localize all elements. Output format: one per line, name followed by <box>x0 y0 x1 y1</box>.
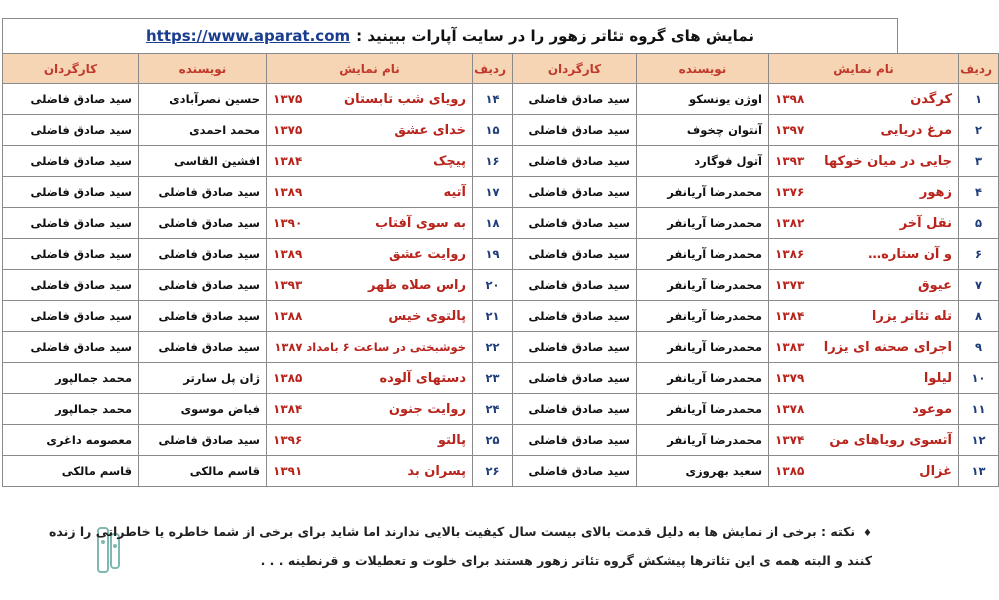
play-year: ۱۳۸۳ <box>775 339 805 354</box>
director-cell: سید صادق فاضلی <box>513 208 637 239</box>
play-title: جایی در میان خوکها <box>824 153 952 169</box>
row-number: ۱۴ <box>473 84 513 115</box>
aparat-link[interactable]: https://www.aparat.com <box>145 27 351 45</box>
row-number: ۹ <box>959 332 999 363</box>
play-cell <box>769 332 959 363</box>
play-cell <box>267 270 473 301</box>
writer-cell: سید صادق فاضلی <box>139 239 267 270</box>
play-cell <box>769 239 959 270</box>
writer-cell: سید صادق فاضلی <box>139 270 267 301</box>
play-title: روایت عشق <box>388 246 466 262</box>
play-year: ۱۳۸۸ <box>273 308 303 323</box>
play-year: ۱۳۷۵ <box>273 122 303 137</box>
col-header-writer-r: نویسنده <box>637 54 769 84</box>
row-number: ۱۲ <box>959 425 999 456</box>
play-cell <box>267 177 473 208</box>
play-cell <box>769 363 959 394</box>
director-cell: سید صادق فاضلی <box>3 239 139 270</box>
play-cell <box>267 301 473 332</box>
row-number: ۲۱ <box>473 301 513 332</box>
director-cell: سید صادق فاضلی <box>3 177 139 208</box>
title-row <box>2 18 898 53</box>
play-title: به سوی آفتاب <box>375 215 466 231</box>
row-number: ۳ <box>959 146 999 177</box>
play-cell <box>267 208 473 239</box>
play-title: آتسوی رویاهای من <box>829 432 952 448</box>
plays-table <box>2 53 999 487</box>
title-text: نمایش های گروه تئاتر زهور را در سایت آپارات ببینید : <box>356 27 755 45</box>
play-title: خدای عشق <box>394 122 466 138</box>
director-cell: سید صادق فاضلی <box>3 84 139 115</box>
play-cell <box>769 115 959 146</box>
row-number: ۱۳ <box>959 456 999 487</box>
bullet-icon: ♦ <box>863 528 872 539</box>
play-year: ۱۳۷۹ <box>775 370 805 385</box>
row-number: ۱۷ <box>473 177 513 208</box>
director-cell: سید صادق فاضلی <box>513 270 637 301</box>
play-title: آتیه <box>443 184 466 200</box>
writer-cell: محمدرضا آریانفر <box>637 270 769 301</box>
row-number: ۱۵ <box>473 115 513 146</box>
play-cell <box>267 332 473 363</box>
writer-cell: محمدرضا آریانفر <box>637 239 769 270</box>
play-title: دستهای آلوده <box>379 370 466 386</box>
footnote-line-1 <box>49 518 872 547</box>
row-number: ۲۵ <box>473 425 513 456</box>
row-number: ۱۹ <box>473 239 513 270</box>
director-cell: سید صادق فاضلی <box>3 270 139 301</box>
play-cell <box>769 146 959 177</box>
footnote <box>49 518 872 574</box>
play-year: ۱۳۸۲ <box>775 215 805 230</box>
table-row <box>3 301 999 332</box>
table-row <box>3 84 999 115</box>
writer-cell: آنتوان چخوف <box>637 115 769 146</box>
play-year: ۱۳۹۳ <box>775 153 805 168</box>
play-year: ۱۳۸۵ <box>775 463 805 478</box>
director-cell: سید صادق فاضلی <box>513 456 637 487</box>
footnote-text-1: نکته : برخی از نمایش ها به دلیل قدمت بالای بیست سال کیفیت بالایی ندارند اما شاید برای برخی از شما خاطره یا خاطراتی را زنده <box>49 524 856 539</box>
play-title: راس صلاه ظهر <box>368 277 466 293</box>
director-cell: سید صادق فاضلی <box>3 301 139 332</box>
play-year: ۱۳۹۷ <box>775 122 805 137</box>
footnote-text-2: کنند و البته همه ی این تئاترها پیشکش گروه تئاتر زهور هستند برای خلوت و تعطیلات و قرنطینه . . . <box>260 553 872 568</box>
row-number: ۸ <box>959 301 999 332</box>
play-cell <box>769 208 959 239</box>
play-cell <box>769 270 959 301</box>
director-cell: سید صادق فاضلی <box>513 84 637 115</box>
writer-cell: محمدرضا آریانفر <box>637 301 769 332</box>
director-cell: سید صادق فاضلی <box>513 394 637 425</box>
director-cell: سید صادق فاضلی <box>513 115 637 146</box>
play-title: زهور <box>919 184 952 200</box>
director-cell: سید صادق فاضلی <box>3 115 139 146</box>
play-title: مرغ دریایی <box>880 122 952 138</box>
writer-cell: سید صادق فاضلی <box>139 208 267 239</box>
play-year: ۱۳۹۰ <box>273 215 303 230</box>
row-number: ۱۸ <box>473 208 513 239</box>
play-title: موعود <box>912 401 952 417</box>
table-row <box>3 146 999 177</box>
play-title: پیچک <box>433 153 466 169</box>
table-row <box>3 363 999 394</box>
table-row <box>3 456 999 487</box>
table-row <box>3 239 999 270</box>
play-title: رویای شب تابستان <box>344 91 466 107</box>
col-header-writer-l: نویسنده <box>139 54 267 84</box>
play-title: لیلوا <box>923 370 952 386</box>
row-number: ۱۶ <box>473 146 513 177</box>
row-number: ۵ <box>959 208 999 239</box>
row-number: ۱۰ <box>959 363 999 394</box>
header-row <box>3 54 999 84</box>
row-number: ۱ <box>959 84 999 115</box>
play-title: روایت جنون <box>388 401 466 417</box>
play-year: ۱۳۷۴ <box>775 432 805 447</box>
play-title: کرگدن <box>910 91 952 107</box>
play-cell <box>267 363 473 394</box>
writer-cell: سعید بهروزی <box>637 456 769 487</box>
writer-cell: محمدرضا آریانفر <box>637 208 769 239</box>
col-header-row-r: ردیف <box>959 54 999 84</box>
writer-cell: محمدرضا آریانفر <box>637 332 769 363</box>
director-cell: سید صادق فاضلی <box>513 425 637 456</box>
row-number: ۲۶ <box>473 456 513 487</box>
writer-cell: حسین نصرآبادی <box>139 84 267 115</box>
play-title: خوشبختی در ساعت ۶ بامداد ۱۳۸۷ <box>274 340 466 354</box>
play-cell <box>769 394 959 425</box>
director-cell: سید صادق فاضلی <box>513 363 637 394</box>
writer-cell: محمدرضا آریانفر <box>637 394 769 425</box>
play-cell <box>769 84 959 115</box>
play-year: ۱۳۸۵ <box>273 370 303 385</box>
writer-cell: ژان پل سارتر <box>139 363 267 394</box>
play-year: ۱۳۸۹ <box>273 184 303 199</box>
director-cell: معصومه داغری <box>3 425 139 456</box>
writer-cell: سید صادق فاضلی <box>139 177 267 208</box>
table-row <box>3 115 999 146</box>
play-year: ۱۳۷۸ <box>775 401 805 416</box>
writer-cell: محمدرضا آریانفر <box>637 177 769 208</box>
play-cell <box>769 456 959 487</box>
director-cell: سید صادق فاضلی <box>3 208 139 239</box>
play-title: نقل آخر <box>899 215 952 231</box>
play-cell <box>769 177 959 208</box>
play-cell <box>267 84 473 115</box>
writer-cell: سید صادق فاضلی <box>139 425 267 456</box>
col-header-row-l: ردیف <box>473 54 513 84</box>
director-cell: محمد جمالپور <box>3 394 139 425</box>
play-title: تله تئاتر یزرا <box>871 308 952 324</box>
table-row <box>3 425 999 456</box>
row-number: ۲۰ <box>473 270 513 301</box>
col-header-director-r: کارگردان <box>513 54 637 84</box>
play-cell <box>769 425 959 456</box>
play-title: غزال <box>919 463 952 479</box>
col-header-director-l: کارگردان <box>3 54 139 84</box>
director-cell: سید صادق فاضلی <box>513 239 637 270</box>
play-title: و آن ستاره… <box>868 246 952 262</box>
writer-cell: محمد احمدی <box>139 115 267 146</box>
play-title: عیوق <box>918 277 952 293</box>
director-cell: سید صادق فاضلی <box>513 301 637 332</box>
play-cell <box>267 115 473 146</box>
row-number: ۲۲ <box>473 332 513 363</box>
play-title: اجرای صحنه ای یزرا <box>823 339 952 355</box>
director-cell: سید صادق فاضلی <box>3 332 139 363</box>
row-number: ۲۳ <box>473 363 513 394</box>
play-year: ۱۳۷۵ <box>273 91 303 106</box>
play-year: ۱۳۹۳ <box>273 277 303 292</box>
play-year: ۱۳۸۴ <box>273 153 303 168</box>
row-number: ۴ <box>959 177 999 208</box>
writer-cell: آتول فوگارد <box>637 146 769 177</box>
play-year: ۱۳۸۴ <box>273 401 303 416</box>
play-year: ۱۳۹۱ <box>273 463 303 478</box>
director-cell: قاسم مالکی <box>3 456 139 487</box>
writer-cell: محمدرضا آریانفر <box>637 425 769 456</box>
play-year: ۱۳۷۳ <box>775 277 805 292</box>
row-number: ۲ <box>959 115 999 146</box>
writer-cell: سید صادق فاضلی <box>139 332 267 363</box>
col-header-play-l: نام نمایش <box>267 54 473 84</box>
director-cell: سید صادق فاضلی <box>513 177 637 208</box>
writer-cell: محمدرضا آریانفر <box>637 363 769 394</box>
director-cell: محمد جمالپور <box>3 363 139 394</box>
play-cell <box>267 239 473 270</box>
director-cell: سید صادق فاضلی <box>513 332 637 363</box>
play-year: ۱۳۸۶ <box>775 246 805 261</box>
writer-cell: قاسم مالکی <box>139 456 267 487</box>
table-row <box>3 270 999 301</box>
play-title: پسران بد <box>407 463 466 479</box>
writer-cell: اوژن یونسکو <box>637 84 769 115</box>
row-number: ۲۴ <box>473 394 513 425</box>
table-row <box>3 177 999 208</box>
play-cell <box>267 456 473 487</box>
writer-cell: افشین القاسی <box>139 146 267 177</box>
play-year: ۱۳۹۸ <box>775 91 805 106</box>
plays-sheet <box>2 18 992 487</box>
row-number: ۶ <box>959 239 999 270</box>
play-cell <box>769 301 959 332</box>
table-row <box>3 394 999 425</box>
play-cell <box>267 425 473 456</box>
table-row <box>3 208 999 239</box>
director-cell: سید صادق فاضلی <box>3 146 139 177</box>
director-cell: سید صادق فاضلی <box>513 146 637 177</box>
play-year: ۱۳۹۶ <box>273 432 303 447</box>
play-year: ۱۳۸۴ <box>775 308 805 323</box>
play-title: پالتوی خیس <box>388 308 466 324</box>
play-year: ۱۳۸۹ <box>273 246 303 261</box>
row-number: ۷ <box>959 270 999 301</box>
writer-cell: سید صادق فاضلی <box>139 301 267 332</box>
play-cell <box>267 394 473 425</box>
play-cell <box>267 146 473 177</box>
col-header-play-r: نام نمایش <box>769 54 959 84</box>
play-title: پالتو <box>437 432 466 448</box>
row-number: ۱۱ <box>959 394 999 425</box>
table-row <box>3 332 999 363</box>
writer-cell: فیاض موسوی <box>139 394 267 425</box>
play-year: ۱۳۷۶ <box>775 184 805 199</box>
